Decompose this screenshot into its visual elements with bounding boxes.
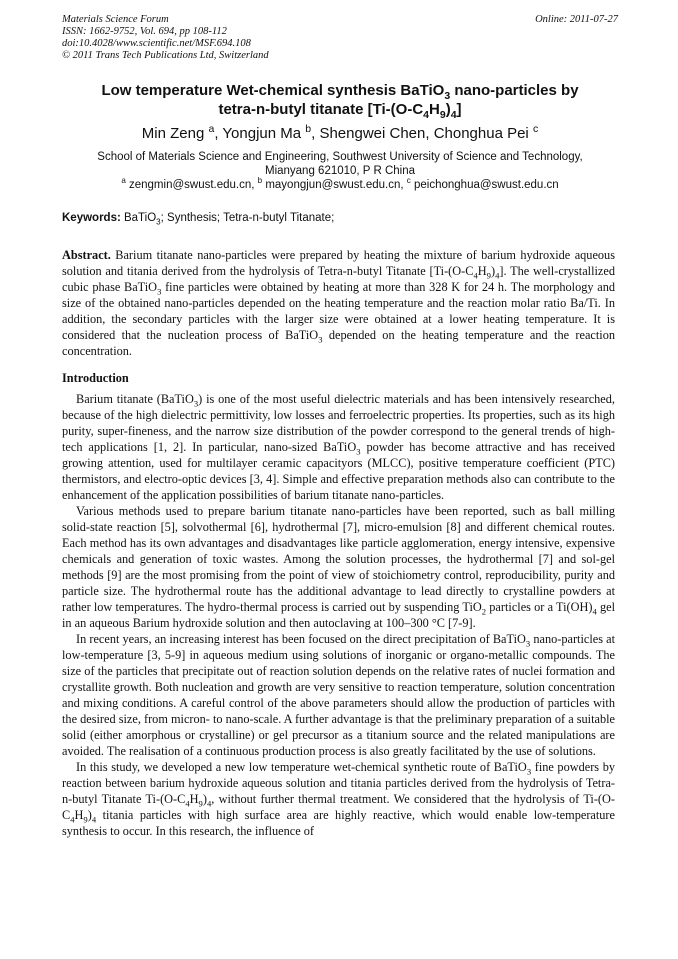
intro-paragraph-2: Various methods used to prepare barium titanate nano-particles have been reported, such as ball milling solid-state reaction [5], solvothermal [6], hydrothermal [7], micro-emulsion [8] and different chemical routes. Each method has its own advantages and disadvantages like particle agglomeration, energy intensive, expensive chemicals and generation of toxic wastes. Among the solution processes, the hydrothermal [7] and sol-gel methods [9] are the most promising from the point of view of stoichiometry control, reproducibility, purity and particle size. The hydrothermal route has the additional advantage to lead directly to crystalline powders at rather low temperatures. The hydro-thermal process is carried out by suspending TiO$_2$ particles or a $Ti(OH)_4$ gel in an aqueous Barium hydroxide solution and then autoclaving at 100–300 °C [7-9]. [62,504,615,630]
intro-paragraph-3: In recent years, an increasing interest has been focused on the direct precipitation of BaTiO$_3$ nano-particles at low-temperature [3, 5-9] in aqueous medium using solutions of inorganic or organo-metallic compounds. The size of the particles that precipitate out of reaction solution depends on the relative rates of nuclei formation and crystallite growth. Both nucleation and growth are very sensitive to reaction temperature, solution concentration and mixing conditions. A careful control of the above parameters should allow the production of particles with the desired size, from micron- to nano-scale. A further advantage is that the preliminary preparation of a suitable solid (either amorphous or crystalline) or gel precursor as a titanium source and the related manipulations are avoided. The realisation of a continuous production process is also greatly facilitated by the use of solutions. [62,632,615,758]
journal-name: Materials Science Forum [62,14,169,25]
author-emails: $^a$ zengmin@swust.edu.cn, $^b$ mayongjun@swust.edu.cn, $^c$ peichonghua@swust.edu.cn [121,176,559,191]
introduction-heading: Introduction [62,371,129,385]
publication-header [62,14,618,62]
affiliation-line-1: School of Materials Science and Engineering, Southwest University of Science and Technology, [97,151,583,163]
abstract-label: Abstract. [62,248,111,262]
keywords-line: Keywords: BaTiO$_3$; Synthesis; Tetra-n-butyl Titanate; [62,212,335,227]
copyright-line: © 2011 Trans Tech Publications Ltd, Switzerland [62,50,269,61]
title-line-1: Low temperature Wet-chemical synthesis BaTiO$_3$ nano-particles by [101,82,579,102]
affiliation-line-2: Mianyang 621010, P R China [264,165,416,177]
paper-title [62,81,618,119]
affiliation-block [62,150,618,192]
issn-line: ISSN: 1662-9752, Vol. 694, pp 108-112 [62,26,227,37]
author-list: Min Zeng $^a$, Yongjun Ma $^b$, Shengwei Chen, Chonghua Pei $^c$ [141,123,539,142]
abstract-paragraph: Abstract. Barium titanate nano-particles were prepared by heating the mixture of barium hydroxide aqueous solution and titania derived from the hydrolysis of Tetra-n-butyl Titanate $[Ti-(O-C_4H_9)_4]$. The well-crystallized cubic phase BaTiO$_3$ fine particles were obtained by heating at more than 328 K for 24 h. The morphology and size of the obtained nano-particles depended on the heating temperature and the reaction molar ratio Ba/Ti. In addition, the secondary particles with the larger size were obtained at a lower heating temperature. It is considered that the nucleation process of BaTiO$_3$ depended on the heating temperature and the reaction concentration. [62,248,615,358]
keywords-label: Keywords: [62,212,121,224]
intro-paragraph-4: In this study, we developed a new low temperature wet-chemical synthetic route of BaTiO$_3$ fine powders by reaction between barium hydroxide aqueous solution and titania particles derived from the hydrolysis of Tetra-n-butyl Titanate $Ti-(O-C_4H_9)_4$, without further thermal treatment. We considered that the hydrolysis of $Ti-(O-C_4H_9)_4$ titania particles with high surface area are highly reactive, which would enable low-temperature synthesis to occur. In this research, the influence of [62,760,615,838]
online-date: Online: 2011-07-27 [535,14,618,25]
doi-line: doi:10.4028/www.scientific.net/MSF.694.108 [62,38,251,49]
title-line-2: tetra-n-butyl titanate $[Ti-(O-C_4H_9)_4]$ [218,101,462,121]
intro-paragraph-1: Barium titanate (BaTiO$_3$) is one of the most useful dielectric materials and has been intensively researched, because of the high dielectric permittivity, low losses and ferroelectric properties. Its properties, such as its high purity, super-fineness, and the narrow size distribution of the powder correspond to the general trends of high-tech applications [1, 2]. In particular, nano-sized BaTiO$_3$ powder has become attractive and has received growing attention, used for multilayer ceramic capacityors (MLCC), positive temperature coefficient (PTC) thermistors, and electro-optic devices [3, 4]. Simple and effective preparation methods also can contribute to the enhancement of the application possibilities of barium titanate nano-particles. [62,392,615,502]
introduction-body [62,391,615,839]
